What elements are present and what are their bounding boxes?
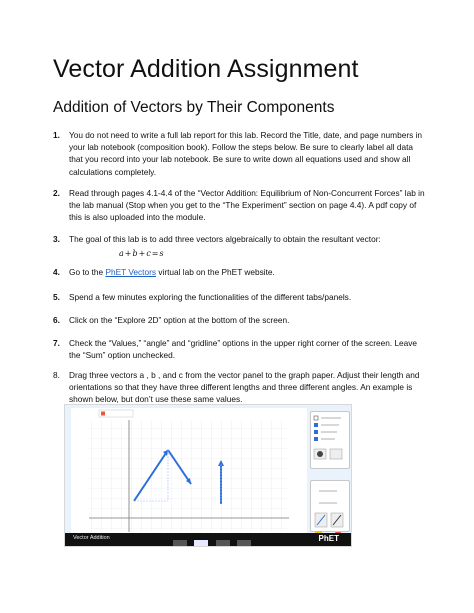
graph-area <box>71 408 307 534</box>
item-number: 6. <box>53 315 60 325</box>
plus-sign: + <box>138 249 146 258</box>
section-heading: Addition of Vectors by Their Components <box>53 99 335 116</box>
vector-tray[interactable] <box>310 480 350 532</box>
vector-a: a <box>119 249 124 258</box>
vector-b: b <box>132 249 138 258</box>
item-text <box>69 266 429 278</box>
screen-tabs <box>173 535 254 544</box>
item-text: Click on the “Explore 2D” option at the bottom of the screen. <box>69 315 290 325</box>
equals-sign: = <box>151 249 159 258</box>
tab-lab[interactable] <box>216 540 230 547</box>
item-number: 7. <box>53 338 60 348</box>
item-text: Check the “Values,” “angle” and “gridline” options in the upper right corner of the screen. Leave the “Sum” option unchecked. <box>69 338 418 361</box>
grid-graphic <box>71 408 307 534</box>
vector-equation <box>118 249 165 258</box>
item-text-post: virtual lab on the PhET website. <box>156 267 275 277</box>
item-text: You do not need to write a full lab report for this lab. Record the Title, date, and page numbers in your lab notebook (composition book). Follow the steps below. Be sure to clearly label all data that you record into your lab notebook. Be sure to write down all equations used and show all calculations completely. <box>69 130 422 177</box>
item-text: Read through pages 4.1-4.4 of the “Vector Addition: Equilibrium of Non-Concurrent Forces” lab in the lab manual (Stop when you get to the “The Experiment” section on page 4.4). A pdf copy of this is also uploaded into the module. <box>69 188 425 223</box>
tab-explore-2d[interactable] <box>194 540 208 547</box>
phet-logo: PhET <box>318 534 339 543</box>
checkbox-list-icon <box>311 412 349 468</box>
tab-explore-1d[interactable] <box>173 540 187 547</box>
tab-equations[interactable] <box>237 540 251 547</box>
item-text-pre: Go to the <box>69 267 106 277</box>
item-text: Spend a few minutes exploring the functionalities of the different tabs/panels. <box>69 292 352 302</box>
sim-title: Vector Addition <box>73 535 110 541</box>
sim-navbar <box>65 533 351 546</box>
item-text: Drag three vectors a , b , and c from the vector panel to the graph paper. Adjust their length and orientations so that they have three different lengths and three different angles. An example is shown below, but don’t use these same values. <box>69 370 420 405</box>
item-number: 2. <box>53 188 60 198</box>
item-number: 8. <box>53 370 60 380</box>
item-number: 3. <box>53 234 60 244</box>
item-number: 1. <box>53 130 60 140</box>
page-title: Vector Addition Assignment <box>53 55 359 83</box>
phet-simulation-screenshot <box>64 404 352 547</box>
vector-c: c <box>146 249 151 258</box>
phet-vectors-link[interactable]: PhET Vectors <box>105 267 157 277</box>
plus-sign: + <box>124 249 132 258</box>
item-number: 5. <box>53 292 60 302</box>
item-text: The goal of this lab is to add three vectors algebraically to obtain the resultant vector: <box>69 234 381 244</box>
vector-s: s <box>159 249 164 258</box>
vector-tray-icon <box>311 481 349 531</box>
item-number: 4. <box>53 267 60 277</box>
options-panel[interactable] <box>310 411 350 469</box>
